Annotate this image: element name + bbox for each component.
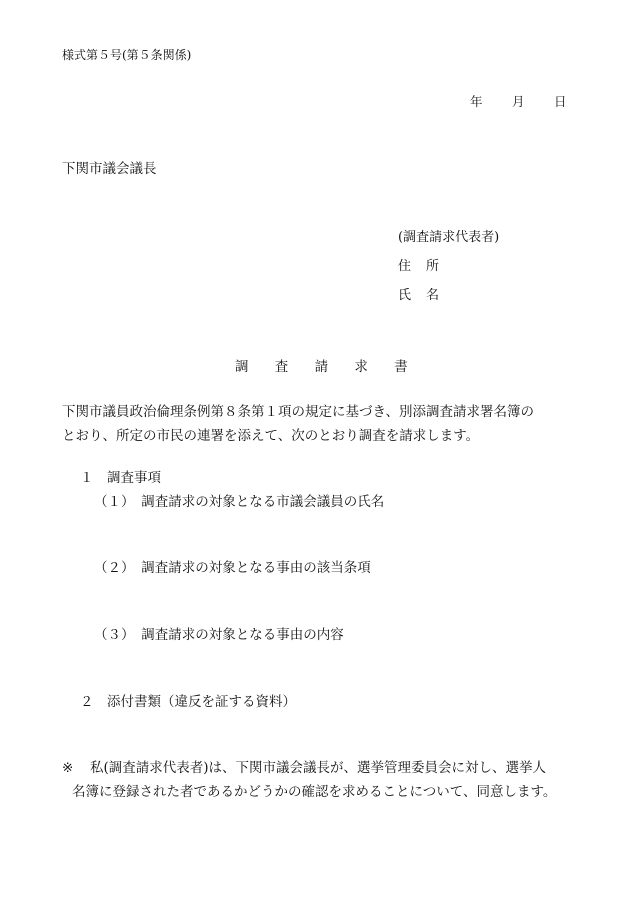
addressee: 下関市議会議長 — [62, 161, 157, 177]
representative-name-label: 氏 名 — [398, 288, 441, 303]
note-mark: ※ — [62, 760, 74, 776]
section-2-heading: ２ 添付書類（違反を証する資料） — [80, 694, 296, 710]
date-day-label: 日 — [554, 94, 567, 109]
note-line-2: 名簿に登録された者であるかどうかの確認を求めることについて、同意します。 — [72, 784, 557, 800]
representative-address-label: 住 所 — [398, 259, 441, 274]
section-1-heading: １ 調査事項 — [80, 470, 161, 486]
date-year-label: 年 — [470, 94, 483, 109]
intro-line-2: とおり、所定の市民の連署を添えて、次のとおり調査を請求します。 — [62, 428, 480, 444]
representative-label: (調査請求代表者) — [398, 230, 500, 245]
intro-line-1: 下関市議員政治倫理条例第８条第１項の規定に基づき、別添調査請求署名簿の — [62, 404, 534, 420]
date-month-label: 月 — [512, 94, 525, 109]
section-1-item: （３） 調査請求の対象となる事由の内容 — [94, 627, 344, 643]
section-1-item: （１） 調査請求の対象となる市議会議員の氏名 — [94, 494, 385, 510]
form-number: 様式第５号(第５条関係) — [62, 48, 192, 62]
section-1-item: （２） 調査請求の対象となる事由の該当条項 — [94, 560, 371, 576]
note-line-1: 私(調査請求代表者)は、下関市議会議長が、選挙管理委員会に対し、選挙人 — [90, 760, 547, 776]
document-title: 調 査 請 求 書 — [235, 359, 409, 375]
